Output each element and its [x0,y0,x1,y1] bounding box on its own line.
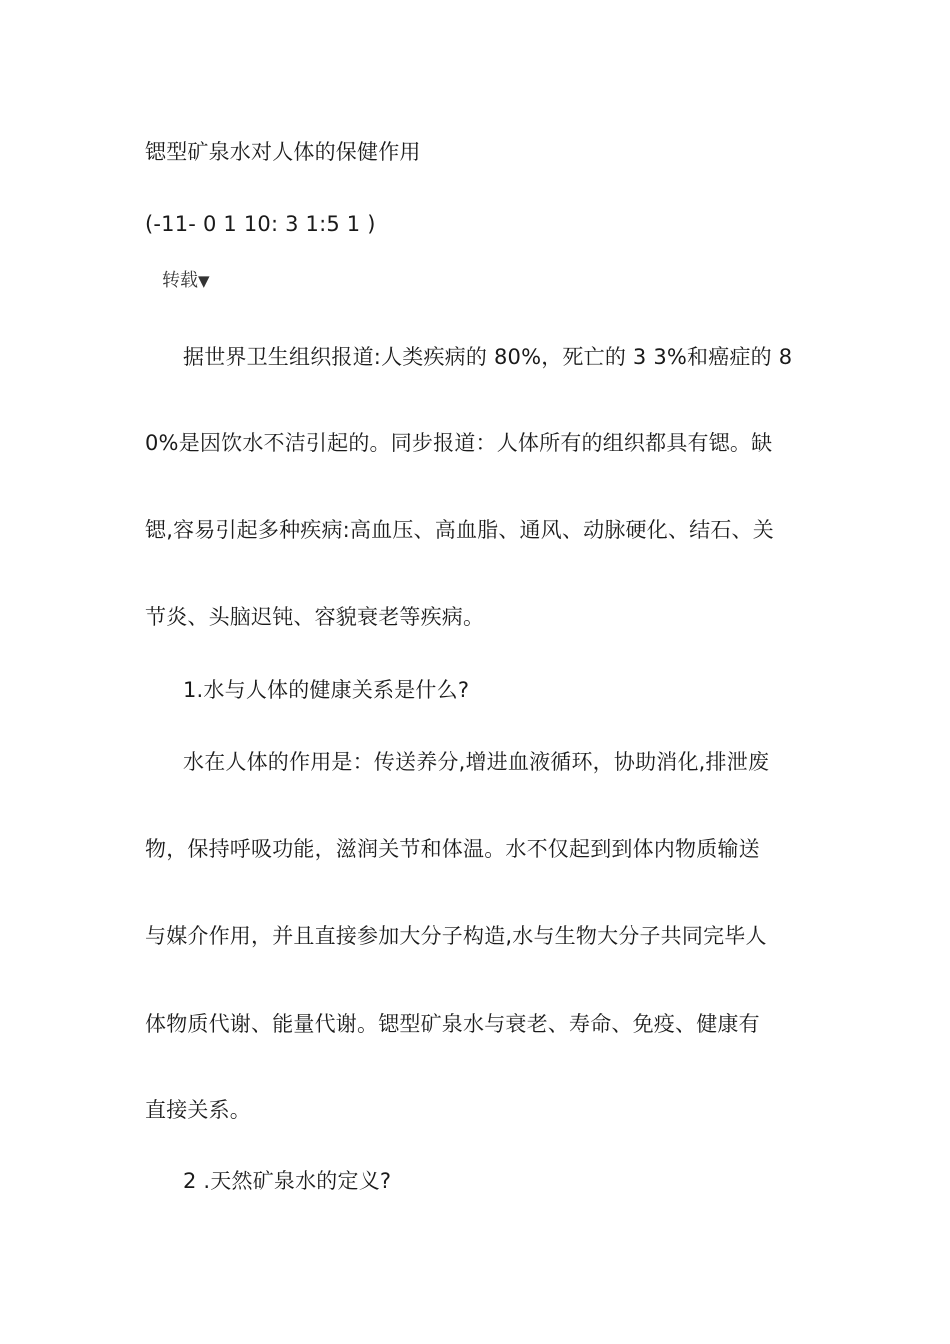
paragraph-2-line-3: 与媒介作用，并且直接参加大分子构造,水与生物大分子共同完毕人 [145,924,767,948]
paragraph-2-line-5: 直接关系。 [145,1098,251,1122]
post-timestamp: (-11- 0 1 10: 3 1:5 1 ) [145,212,376,236]
question-1-heading: 1.水与人体的健康关系是什么? [183,678,470,702]
dropdown-triangle-icon: ▼ [198,272,210,290]
paragraph-2-line-4: 体物质代谢、能量代谢。锶型矿泉水与衰老、寿命、免疫、健康有 [145,1012,760,1036]
question-2-heading: 2 .天然矿泉水的定义? [183,1169,392,1193]
repost-toggle[interactable] [162,267,210,295]
paragraph-2-line-1: 水在人体的作用是：传送养分,增进血液循环，协助消化,排泄废 [183,750,770,774]
repost-label: 转载 [162,270,198,291]
document-title: 锶型矿泉水对人体的保健作用 [145,140,421,164]
paragraph-1-line-2: 0%是因饮水不洁引起的。同步报道：人体所有的组织都具有锶。缺 [145,431,773,455]
paragraph-1-line-4: 节炎、头脑迟钝、容貌衰老等疾病。 [145,605,485,629]
paragraph-1-line-1: 据世界卫生组织报道:人类疾病的 80%，死亡的 3 3%和癌症的 8 [183,345,793,369]
paragraph-1-line-3: 锶,容易引起多种疾病:高血压、高血脂、通风、动脉硬化、结石、关 [145,518,774,542]
paragraph-2-line-2: 物，保持呼吸功能，滋润关节和体温。水不仅起到到体内物质输送 [145,837,760,861]
